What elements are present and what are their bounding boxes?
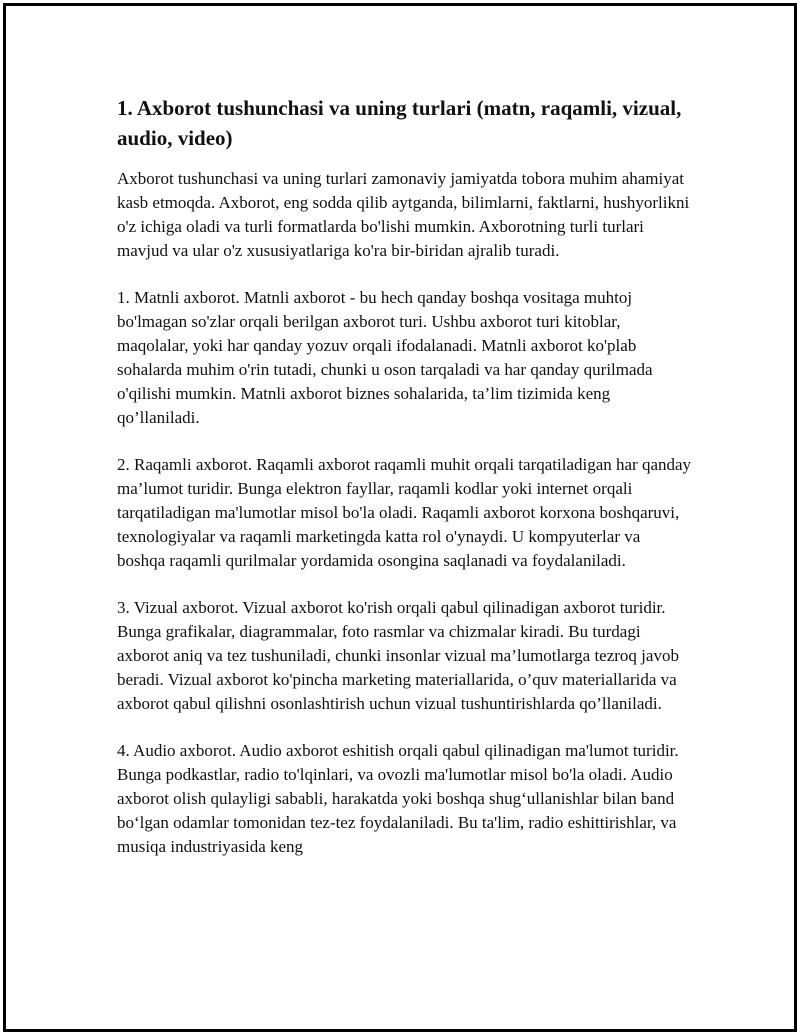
paragraph-intro: Axborot tushunchasi va uning turlari zamonaviy jamiyatda tobora muhim ahamiyat kasb etmoqda. Axborot, eng sodda qilib aytganda, bilimlarni, faktlarni, hushyorlikni o'z ichiga oladi va turli formatlarda bo'lishi mumkin. Axborotning turli turlari mavjud va ular o'z xususiyatlariga ko'ra bir-biridan ajralib turadi.: [117, 169, 690, 260]
section-heading: 1. Axborot tushunchasi va uning turlari (matn, raqamli, vizual, audio, video): [117, 96, 682, 150]
paragraph-visual-info: 3. Vizual axborot. Vizual axborot ko'rish orqali qabul qilinadigan axborot turidir. Bunga grafikalar, diagrammalar, foto rasmlar va chizmalar kiradi. Bu turdagi axborot aniq va tez tushuniladi, chunki insonlar vizual ma’lumotlarga tezroq javob beradi. Vizual axborot ko'pincha marketing materiallarida, o’quv materiallarida va axborot qabul qilishni osonlashtirish uchun vizual tushuntirishlarda qo’llaniladi.: [117, 598, 679, 713]
paragraph-digital-info: 2. Raqamli axborot. Raqamli axborot raqamli muhit orqali tarqatiladigan har qanday ma’lumot turidir. Bunga elektron fayllar, raqamli kodlar yoki internet orqali tarqatiladigan ma'lumotlar misol bo'la oladi. Raqamli axborot korxona boshqaruvi, texnologiyalar va raqamli marketingda katta rol o'ynaydi. U kompyuterlar va boshqa raqamli qurilmalar yordamida osongina saqlanadi va foydalaniladi.: [117, 455, 692, 570]
paragraph-audio-info: 4. Audio axborot. Audio axborot eshitish orqali qabul qilinadigan ma'lumot turidir. Bunga podkastlar, radio to'lqinlari, va ovozli ma'lumotlar misol bo'la oladi. Audio axborot olish qulayligi sababli, harakatda yoki boshqa shug‘ullanishlar bilan band bo‘lgan odamlar tomonidan tez-tez foydalaniladi. Bu ta'lim, radio eshittirishlar, va musiqa industriyasida keng: [117, 741, 679, 856]
document-body: [117, 93, 692, 882]
paragraph-text-info: 1. Matnli axborot. Matnli axborot - bu hech qanday boshqa vositaga muhtoj bo'lmagan so'zlar orqali berilgan axborot turi. Ushbu axborot turi kitoblar, maqolalar, yoki har qanday yozuv orqali ifodalanadi. Matnli axborot ko'plab sohalarda muhim o'rin tutadi, chunki u oson tarqaladi va har qanday qurilmada o'qilishi mumkin. Matnli axborot biznes sohalarida, ta’lim tizimida keng qo’llaniladi.: [117, 288, 653, 427]
